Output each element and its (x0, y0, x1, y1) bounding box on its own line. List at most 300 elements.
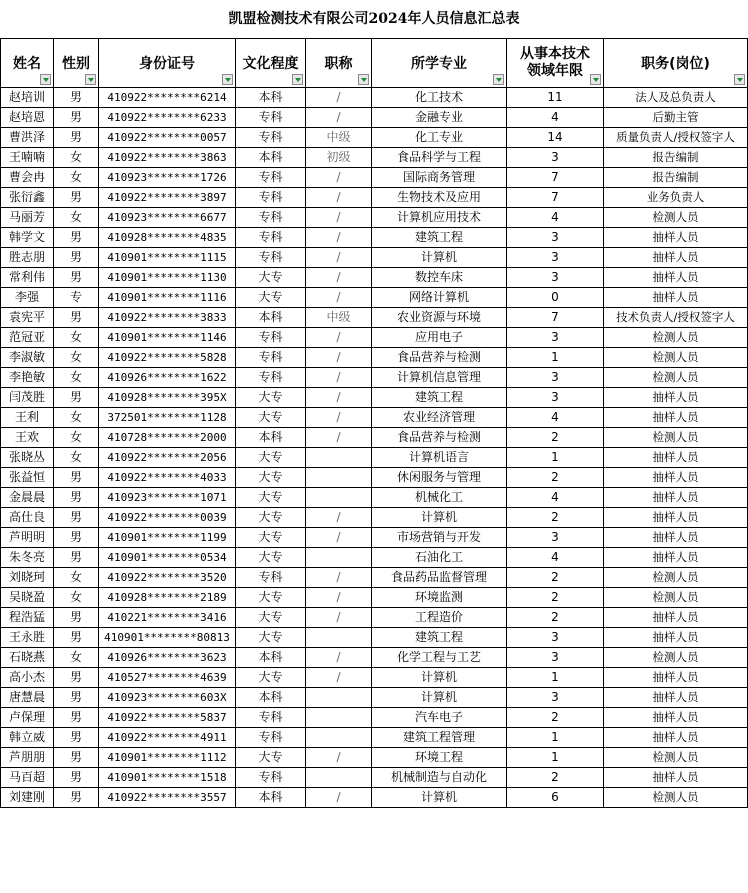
cell-title[interactable]: / (306, 408, 372, 428)
cell-gender[interactable]: 女 (54, 348, 99, 368)
cell-id-number[interactable]: 410901********80813 (99, 628, 236, 648)
cell-education[interactable]: 专科 (236, 328, 306, 348)
cell-name[interactable]: 胜志朋 (1, 248, 54, 268)
cell-gender[interactable]: 女 (54, 328, 99, 348)
filter-dropdown-icon[interactable] (40, 74, 51, 85)
cell-position[interactable]: 检测人员 (604, 748, 748, 768)
cell-gender[interactable]: 男 (54, 468, 99, 488)
cell-years[interactable]: 4 (507, 408, 604, 428)
cell-years[interactable]: 4 (507, 108, 604, 128)
cell-education[interactable]: 专科 (236, 368, 306, 388)
cell-title[interactable] (306, 448, 372, 468)
cell-major[interactable]: 食品营养与检测 (372, 428, 507, 448)
cell-title[interactable]: / (306, 348, 372, 368)
filter-dropdown-icon[interactable] (222, 74, 233, 85)
cell-major[interactable]: 计算机应用技术 (372, 208, 507, 228)
cell-id-number[interactable]: 410922********3833 (99, 308, 236, 328)
cell-id-number[interactable]: 410922********4911 (99, 728, 236, 748)
cell-years[interactable]: 4 (507, 208, 604, 228)
cell-gender[interactable]: 男 (54, 728, 99, 748)
cell-title[interactable]: / (306, 528, 372, 548)
cell-id-number[interactable]: 410901********0534 (99, 548, 236, 568)
cell-name[interactable]: 朱冬亮 (1, 548, 54, 568)
cell-gender[interactable]: 男 (54, 108, 99, 128)
cell-position[interactable]: 抽样人员 (604, 468, 748, 488)
cell-major[interactable]: 食品科学与工程 (372, 148, 507, 168)
cell-gender[interactable]: 男 (54, 268, 99, 288)
cell-position[interactable]: 抽样人员 (604, 448, 748, 468)
cell-position[interactable]: 抽样人员 (604, 708, 748, 728)
cell-years[interactable]: 2 (507, 508, 604, 528)
cell-title[interactable]: / (306, 508, 372, 528)
cell-education[interactable]: 专科 (236, 348, 306, 368)
cell-position[interactable]: 抽样人员 (604, 668, 748, 688)
cell-name[interactable]: 卢保理 (1, 708, 54, 728)
cell-education[interactable]: 本科 (236, 88, 306, 108)
cell-major[interactable]: 农业资源与环境 (372, 308, 507, 328)
cell-gender[interactable]: 男 (54, 708, 99, 728)
cell-title[interactable]: / (306, 568, 372, 588)
cell-major[interactable]: 食品营养与检测 (372, 348, 507, 368)
cell-position[interactable]: 检测人员 (604, 348, 748, 368)
cell-id-number[interactable]: 410928********4835 (99, 228, 236, 248)
cell-years[interactable]: 2 (507, 608, 604, 628)
cell-education[interactable]: 专科 (236, 168, 306, 188)
cell-name[interactable]: 张衍鑫 (1, 188, 54, 208)
cell-position[interactable]: 检测人员 (604, 328, 748, 348)
cell-major[interactable]: 计算机 (372, 508, 507, 528)
filter-dropdown-icon[interactable] (292, 74, 303, 85)
cell-name[interactable]: 高小杰 (1, 668, 54, 688)
cell-major[interactable]: 国际商务管理 (372, 168, 507, 188)
cell-major[interactable]: 汽车电子 (372, 708, 507, 728)
cell-id-number[interactable]: 410923********1071 (99, 488, 236, 508)
cell-name[interactable]: 范冠亚 (1, 328, 54, 348)
cell-name[interactable]: 程浩猛 (1, 608, 54, 628)
cell-education[interactable]: 专科 (236, 728, 306, 748)
cell-position[interactable]: 抽样人员 (604, 388, 748, 408)
cell-major[interactable]: 机械化工 (372, 488, 507, 508)
cell-major[interactable]: 计算机 (372, 788, 507, 808)
cell-id-number[interactable]: 410922********5828 (99, 348, 236, 368)
cell-id-number[interactable]: 410922********3897 (99, 188, 236, 208)
cell-id-number[interactable]: 410928********395X (99, 388, 236, 408)
cell-name[interactable]: 张益恒 (1, 468, 54, 488)
cell-years[interactable]: 7 (507, 188, 604, 208)
cell-position[interactable]: 抽样人员 (604, 288, 748, 308)
cell-education[interactable]: 本科 (236, 308, 306, 328)
cell-education[interactable]: 大专 (236, 628, 306, 648)
cell-education[interactable]: 大专 (236, 668, 306, 688)
cell-position[interactable]: 抽样人员 (604, 268, 748, 288)
cell-id-number[interactable]: 410928********2189 (99, 588, 236, 608)
cell-position[interactable]: 抽样人员 (604, 228, 748, 248)
cell-id-number[interactable]: 410926********3623 (99, 648, 236, 668)
cell-title[interactable]: / (306, 188, 372, 208)
cell-education[interactable]: 大专 (236, 448, 306, 468)
cell-title[interactable]: 中级 (306, 308, 372, 328)
cell-major[interactable]: 建筑工程 (372, 388, 507, 408)
cell-gender[interactable]: 男 (54, 668, 99, 688)
cell-title[interactable]: / (306, 388, 372, 408)
cell-years[interactable]: 2 (507, 428, 604, 448)
cell-education[interactable]: 大专 (236, 608, 306, 628)
cell-name[interactable]: 芦朋朋 (1, 748, 54, 768)
cell-title[interactable]: / (306, 368, 372, 388)
cell-name[interactable]: 刘建刚 (1, 788, 54, 808)
cell-years[interactable]: 3 (507, 148, 604, 168)
cell-major[interactable]: 化学工程与工艺 (372, 648, 507, 668)
cell-title[interactable]: / (306, 668, 372, 688)
cell-education[interactable]: 大专 (236, 488, 306, 508)
cell-position[interactable]: 质量负责人/授权签字人 (604, 128, 748, 148)
filter-dropdown-icon[interactable] (493, 74, 504, 85)
cell-major[interactable]: 农业经济管理 (372, 408, 507, 428)
cell-position[interactable]: 检测人员 (604, 208, 748, 228)
cell-years[interactable]: 2 (507, 588, 604, 608)
cell-education[interactable]: 本科 (236, 688, 306, 708)
column-header-education: 文化程度 (236, 39, 306, 88)
cell-gender[interactable]: 男 (54, 688, 99, 708)
cell-id-number[interactable]: 410923********603X (99, 688, 236, 708)
cell-gender[interactable]: 女 (54, 148, 99, 168)
cell-title[interactable]: / (306, 88, 372, 108)
cell-position[interactable]: 法人及总负责人 (604, 88, 748, 108)
cell-gender[interactable]: 女 (54, 568, 99, 588)
cell-title[interactable]: / (306, 588, 372, 608)
cell-id-number[interactable]: 410922********6214 (99, 88, 236, 108)
cell-id-number[interactable]: 410922********6233 (99, 108, 236, 128)
cell-gender[interactable]: 男 (54, 548, 99, 568)
cell-id-number[interactable]: 410922********3557 (99, 788, 236, 808)
cell-years[interactable]: 1 (507, 348, 604, 368)
cell-education[interactable]: 专科 (236, 708, 306, 728)
cell-name[interactable]: 赵培训 (1, 88, 54, 108)
cell-name[interactable]: 王欢 (1, 428, 54, 448)
cell-major[interactable]: 建筑工程 (372, 628, 507, 648)
cell-gender[interactable]: 男 (54, 388, 99, 408)
cell-name[interactable]: 王喃喃 (1, 148, 54, 168)
cell-title[interactable]: 初级 (306, 148, 372, 168)
cell-years[interactable]: 7 (507, 168, 604, 188)
cell-major[interactable]: 数控车床 (372, 268, 507, 288)
cell-position[interactable]: 抽样人员 (604, 768, 748, 788)
cell-gender[interactable]: 女 (54, 448, 99, 468)
cell-major[interactable]: 机械制造与自动化 (372, 768, 507, 788)
cell-id-number[interactable]: 410922********3863 (99, 148, 236, 168)
table-row (1, 248, 748, 268)
filter-dropdown-icon[interactable] (590, 74, 601, 85)
cell-name[interactable]: 常利伟 (1, 268, 54, 288)
cell-major[interactable]: 计算机语言 (372, 448, 507, 468)
cell-education[interactable]: 大专 (236, 508, 306, 528)
cell-years[interactable]: 2 (507, 468, 604, 488)
cell-years[interactable]: 4 (507, 548, 604, 568)
cell-id-number[interactable]: 410901********1518 (99, 768, 236, 788)
cell-education[interactable]: 专科 (236, 188, 306, 208)
cell-years[interactable]: 1 (507, 748, 604, 768)
cell-title[interactable]: / (306, 748, 372, 768)
cell-major[interactable]: 食品药品监督管理 (372, 568, 507, 588)
cell-position[interactable]: 检测人员 (604, 568, 748, 588)
cell-id-number[interactable]: 410901********1199 (99, 528, 236, 548)
cell-years[interactable]: 1 (507, 448, 604, 468)
cell-name[interactable]: 芦明明 (1, 528, 54, 548)
cell-years[interactable]: 3 (507, 328, 604, 348)
cell-id-number[interactable]: 410922********4033 (99, 468, 236, 488)
cell-gender[interactable]: 男 (54, 768, 99, 788)
cell-gender[interactable]: 男 (54, 488, 99, 508)
cell-major[interactable]: 工程造价 (372, 608, 507, 628)
cell-title[interactable] (306, 628, 372, 648)
cell-name[interactable]: 曹洪泽 (1, 128, 54, 148)
cell-title[interactable]: / (306, 328, 372, 348)
cell-id-number[interactable]: 410923********1726 (99, 168, 236, 188)
cell-position[interactable]: 抽样人员 (604, 548, 748, 568)
cell-years[interactable]: 3 (507, 688, 604, 708)
cell-title[interactable]: / (306, 248, 372, 268)
cell-name[interactable]: 李强 (1, 288, 54, 308)
cell-name[interactable]: 唐慧晨 (1, 688, 54, 708)
cell-position[interactable]: 抽样人员 (604, 408, 748, 428)
cell-education[interactable]: 大专 (236, 748, 306, 768)
cell-major[interactable]: 建筑工程管理 (372, 728, 507, 748)
cell-major[interactable]: 环境监测 (372, 588, 507, 608)
cell-education[interactable]: 大专 (236, 288, 306, 308)
cell-years[interactable]: 7 (507, 308, 604, 328)
cell-title[interactable] (306, 728, 372, 748)
cell-gender[interactable]: 男 (54, 88, 99, 108)
cell-gender[interactable]: 女 (54, 648, 99, 668)
cell-years[interactable]: 0 (507, 288, 604, 308)
cell-years[interactable]: 2 (507, 768, 604, 788)
cell-id-number[interactable]: 410901********1115 (99, 248, 236, 268)
cell-education[interactable]: 大专 (236, 268, 306, 288)
cell-name[interactable]: 王永胜 (1, 628, 54, 648)
cell-education[interactable]: 专科 (236, 248, 306, 268)
cell-years[interactable]: 3 (507, 228, 604, 248)
cell-gender[interactable]: 男 (54, 748, 99, 768)
cell-gender[interactable]: 男 (54, 628, 99, 648)
cell-id-number[interactable]: 410901********1112 (99, 748, 236, 768)
cell-id-number[interactable]: 410922********2056 (99, 448, 236, 468)
cell-name[interactable]: 高仕良 (1, 508, 54, 528)
cell-years[interactable]: 1 (507, 728, 604, 748)
cell-years[interactable]: 2 (507, 708, 604, 728)
cell-major[interactable]: 化工技术 (372, 88, 507, 108)
cell-position[interactable]: 抽样人员 (604, 488, 748, 508)
cell-years[interactable]: 3 (507, 648, 604, 668)
cell-title[interactable]: / (306, 268, 372, 288)
cell-gender[interactable]: 男 (54, 788, 99, 808)
cell-name[interactable]: 曹会冉 (1, 168, 54, 188)
cell-position[interactable]: 抽样人员 (604, 628, 748, 648)
cell-id-number[interactable]: 410922********5837 (99, 708, 236, 728)
cell-gender[interactable]: 女 (54, 368, 99, 388)
cell-years[interactable]: 3 (507, 368, 604, 388)
cell-title[interactable]: / (306, 428, 372, 448)
cell-years[interactable]: 3 (507, 388, 604, 408)
cell-gender[interactable]: 女 (54, 208, 99, 228)
cell-title[interactable]: / (306, 608, 372, 628)
cell-title[interactable]: / (306, 168, 372, 188)
cell-gender[interactable]: 男 (54, 228, 99, 248)
cell-years[interactable]: 3 (507, 268, 604, 288)
cell-gender[interactable]: 女 (54, 428, 99, 448)
cell-name[interactable]: 闫茂胜 (1, 388, 54, 408)
cell-name[interactable]: 韩学文 (1, 228, 54, 248)
cell-position[interactable]: 报告编制 (604, 148, 748, 168)
cell-id-number[interactable]: 410221********3416 (99, 608, 236, 628)
cell-major[interactable]: 休闲服务与管理 (372, 468, 507, 488)
cell-education[interactable]: 大专 (236, 548, 306, 568)
cell-education[interactable]: 本科 (236, 428, 306, 448)
cell-education[interactable]: 大专 (236, 588, 306, 608)
cell-position[interactable]: 业务负责人 (604, 188, 748, 208)
cell-name[interactable]: 石晓燕 (1, 648, 54, 668)
filter-dropdown-icon[interactable] (358, 74, 369, 85)
cell-name[interactable]: 金晨晨 (1, 488, 54, 508)
cell-position[interactable]: 检测人员 (604, 788, 748, 808)
cell-gender[interactable]: 男 (54, 608, 99, 628)
cell-id-number[interactable]: 410901********1116 (99, 288, 236, 308)
cell-years[interactable]: 2 (507, 568, 604, 588)
cell-id-number[interactable]: 410923********6677 (99, 208, 236, 228)
cell-position[interactable]: 检测人员 (604, 368, 748, 388)
cell-position[interactable]: 抽样人员 (604, 688, 748, 708)
cell-major[interactable]: 应用电子 (372, 328, 507, 348)
cell-title[interactable]: 中级 (306, 128, 372, 148)
cell-id-number[interactable]: 410728********2000 (99, 428, 236, 448)
cell-position[interactable]: 检测人员 (604, 588, 748, 608)
cell-name[interactable]: 李艳敏 (1, 368, 54, 388)
cell-id-number[interactable]: 410901********1146 (99, 328, 236, 348)
cell-education[interactable]: 本科 (236, 648, 306, 668)
cell-title[interactable]: / (306, 648, 372, 668)
cell-education[interactable]: 专科 (236, 568, 306, 588)
cell-major[interactable]: 网络计算机 (372, 288, 507, 308)
cell-id-number[interactable]: 410527********4639 (99, 668, 236, 688)
cell-title[interactable] (306, 708, 372, 728)
cell-years[interactable]: 4 (507, 488, 604, 508)
cell-name[interactable]: 张晓丛 (1, 448, 54, 468)
cell-years[interactable]: 3 (507, 528, 604, 548)
cell-major[interactable]: 金融专业 (372, 108, 507, 128)
cell-position[interactable]: 抽样人员 (604, 608, 748, 628)
cell-years[interactable]: 1 (507, 668, 604, 688)
cell-name[interactable]: 赵培恩 (1, 108, 54, 128)
cell-title[interactable] (306, 548, 372, 568)
cell-education[interactable]: 大专 (236, 528, 306, 548)
cell-major[interactable]: 市场营销与开发 (372, 528, 507, 548)
cell-id-number[interactable]: 410922********0039 (99, 508, 236, 528)
cell-education[interactable]: 大专 (236, 408, 306, 428)
cell-title[interactable]: / (306, 288, 372, 308)
cell-gender[interactable]: 男 (54, 528, 99, 548)
cell-education[interactable]: 专科 (236, 128, 306, 148)
cell-position[interactable]: 检测人员 (604, 428, 748, 448)
cell-gender[interactable]: 男 (54, 248, 99, 268)
cell-education[interactable]: 专科 (236, 768, 306, 788)
cell-title[interactable]: / (306, 788, 372, 808)
cell-name[interactable]: 刘晓珂 (1, 568, 54, 588)
cell-gender[interactable]: 男 (54, 128, 99, 148)
cell-gender[interactable]: 女 (54, 408, 99, 428)
cell-name[interactable]: 袁宪平 (1, 308, 54, 328)
cell-major[interactable]: 计算机信息管理 (372, 368, 507, 388)
cell-gender[interactable]: 女 (54, 588, 99, 608)
cell-title[interactable]: / (306, 108, 372, 128)
cell-position[interactable]: 抽样人员 (604, 508, 748, 528)
cell-id-number[interactable]: 372501********1128 (99, 408, 236, 428)
cell-id-number[interactable]: 410922********0057 (99, 128, 236, 148)
cell-name[interactable]: 李淑敏 (1, 348, 54, 368)
cell-position[interactable]: 技术负责人/授权签字人 (604, 308, 748, 328)
cell-major[interactable]: 建筑工程 (372, 228, 507, 248)
cell-years[interactable]: 3 (507, 628, 604, 648)
cell-years[interactable]: 3 (507, 248, 604, 268)
cell-education[interactable]: 本科 (236, 148, 306, 168)
table-row (1, 708, 748, 728)
cell-gender[interactable]: 女 (54, 168, 99, 188)
table-row (1, 588, 748, 608)
cell-major[interactable]: 化工专业 (372, 128, 507, 148)
cell-major[interactable]: 生物技术及应用 (372, 188, 507, 208)
cell-years[interactable]: 11 (507, 88, 604, 108)
cell-position[interactable]: 报告编制 (604, 168, 748, 188)
cell-major[interactable]: 计算机 (372, 688, 507, 708)
cell-name[interactable]: 马丽芳 (1, 208, 54, 228)
cell-major[interactable]: 计算机 (372, 248, 507, 268)
cell-education[interactable]: 专科 (236, 108, 306, 128)
cell-id-number[interactable]: 410922********3520 (99, 568, 236, 588)
cell-years[interactable]: 6 (507, 788, 604, 808)
cell-name[interactable]: 马百超 (1, 768, 54, 788)
cell-title[interactable] (306, 488, 372, 508)
cell-education[interactable]: 大专 (236, 388, 306, 408)
cell-position[interactable]: 抽样人员 (604, 248, 748, 268)
cell-position[interactable]: 抽样人员 (604, 528, 748, 548)
cell-years[interactable]: 14 (507, 128, 604, 148)
cell-id-number[interactable]: 410901********1130 (99, 268, 236, 288)
cell-name[interactable]: 吴晓盈 (1, 588, 54, 608)
cell-gender[interactable]: 男 (54, 508, 99, 528)
cell-major[interactable]: 计算机 (372, 668, 507, 688)
cell-position[interactable]: 检测人员 (604, 648, 748, 668)
cell-major[interactable]: 石油化工 (372, 548, 507, 568)
cell-position[interactable]: 后勤主管 (604, 108, 748, 128)
cell-id-number[interactable]: 410926********1622 (99, 368, 236, 388)
cell-position[interactable]: 抽样人员 (604, 728, 748, 748)
cell-title[interactable] (306, 688, 372, 708)
cell-education[interactable]: 本科 (236, 788, 306, 808)
cell-title[interactable]: / (306, 228, 372, 248)
cell-education[interactable]: 大专 (236, 468, 306, 488)
cell-education[interactable]: 专科 (236, 228, 306, 248)
cell-gender[interactable]: 男 (54, 188, 99, 208)
filter-dropdown-icon[interactable] (85, 74, 96, 85)
cell-major[interactable]: 环境工程 (372, 748, 507, 768)
cell-gender[interactable]: 专 (54, 288, 99, 308)
cell-title[interactable] (306, 768, 372, 788)
filter-dropdown-icon[interactable] (734, 74, 745, 85)
cell-title[interactable] (306, 468, 372, 488)
cell-gender[interactable]: 男 (54, 308, 99, 328)
cell-education[interactable]: 专科 (236, 208, 306, 228)
cell-name[interactable]: 韩立威 (1, 728, 54, 748)
cell-name[interactable]: 王利 (1, 408, 54, 428)
cell-title[interactable]: / (306, 208, 372, 228)
